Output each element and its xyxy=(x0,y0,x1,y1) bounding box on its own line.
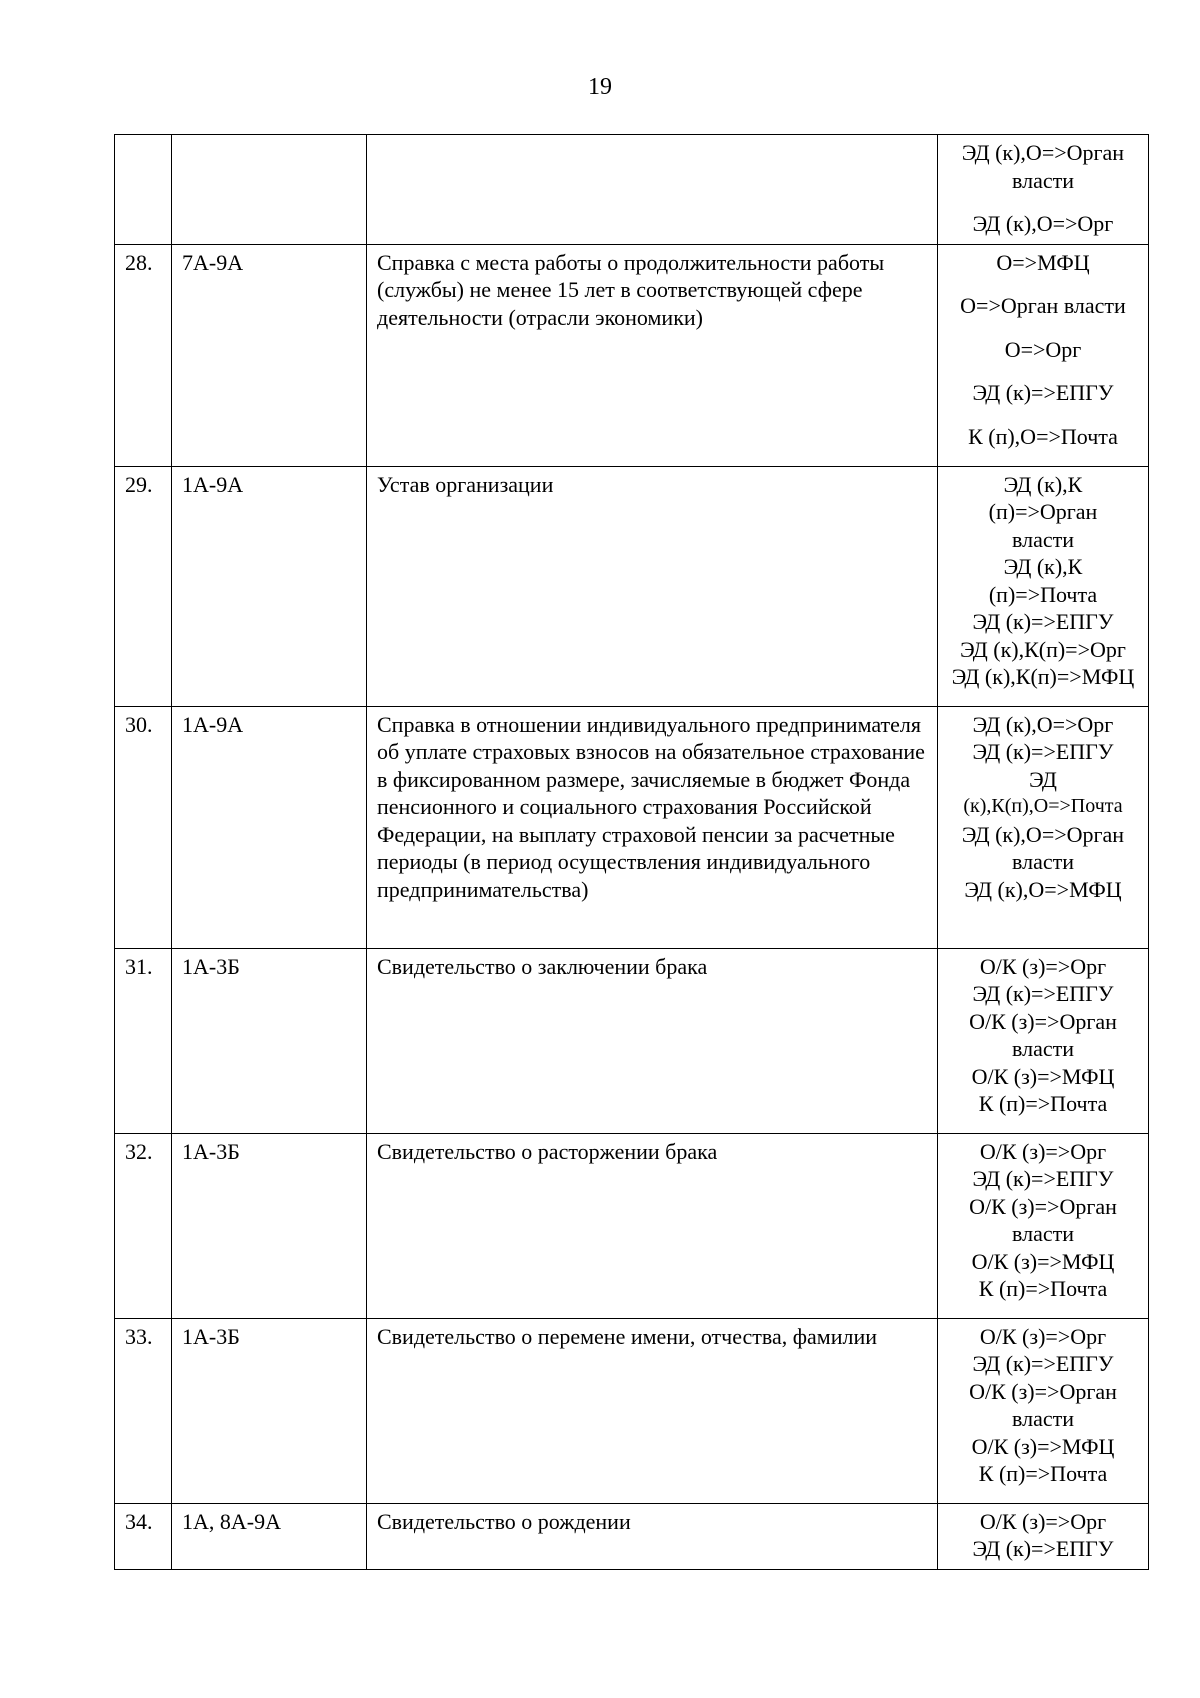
route-line: ЭД (к),К xyxy=(1003,471,1083,497)
row-code: 1А, 8А-9А xyxy=(172,1503,367,1569)
route-line: власти xyxy=(1012,849,1074,874)
route-line: К (п)=>Почта xyxy=(978,1461,1108,1486)
row-routes xyxy=(938,244,1149,466)
route-line: ЭД (к),О=>МФЦ xyxy=(964,876,1122,902)
route-line: О=>Орг xyxy=(1004,336,1082,362)
row-number: 34. xyxy=(115,1503,172,1569)
route-line: ЭД xyxy=(1029,766,1057,792)
documents-table xyxy=(114,134,1149,1570)
table-row xyxy=(115,948,1149,1133)
route-line: О/К (з)=>Орг xyxy=(979,1323,1107,1349)
row-number: 28. xyxy=(115,244,172,466)
row-number: 33. xyxy=(115,1318,172,1503)
route-line: ЭД (к)=>ЕПГУ xyxy=(972,1536,1114,1561)
route-line: ЭД (к)=>ЕПГУ xyxy=(972,1166,1114,1191)
route-line: власти xyxy=(1012,1221,1074,1246)
row-code xyxy=(172,135,367,245)
row-document-name: Свидетельство о расторжении брака xyxy=(367,1133,938,1318)
table-row xyxy=(115,1133,1149,1318)
route-line: власти xyxy=(1012,1036,1074,1061)
route-line: ЭД (к),О=>Орган xyxy=(961,821,1125,847)
row-document-name: Свидетельство о рождении xyxy=(367,1503,938,1569)
table-row xyxy=(115,135,1149,245)
route-line: О=>МФЦ xyxy=(996,249,1090,275)
row-routes xyxy=(938,466,1149,706)
row-routes xyxy=(938,1503,1149,1569)
row-routes xyxy=(938,1133,1149,1318)
row-number: 32. xyxy=(115,1133,172,1318)
route-line: О/К (з)=>Орг xyxy=(979,953,1107,979)
route-line: ЭД (к)=>ЕПГУ xyxy=(972,981,1114,1006)
route-line: (п)=>Орган xyxy=(988,499,1098,524)
row-number xyxy=(115,135,172,245)
row-code: 1А-9А xyxy=(172,706,367,948)
row-document-name xyxy=(367,135,938,245)
route-line: ЭД (к),К xyxy=(1003,554,1083,579)
route-line: О/К (з)=>Орган xyxy=(969,1193,1117,1219)
row-number: 31. xyxy=(115,948,172,1133)
row-document-name: Справка с места работы о продолжительности работы (службы) не менее 15 лет в соответствующей сфере деятельности (отрасли экономики) xyxy=(367,244,938,466)
row-document-name: Свидетельство о заключении брака xyxy=(367,948,938,1133)
route-line: ЭД (к)=>ЕПГУ xyxy=(972,739,1114,764)
route-line: О/К (з)=>МФЦ xyxy=(971,1248,1115,1274)
route-line: К (п)=>Почта xyxy=(978,1276,1108,1301)
row-document-name: Справка в отношении индивидуального предпринимателя об уплате страховых взносов на обязательное страхование в фиксированном размере, зачисляемые в бюджет Фонда пенсионного и социального страхования Российской Федерации, на выплату страховой пенсии за расчетные периоды (в период осуществления индивидуального предпринимательства) xyxy=(367,706,938,948)
table-row xyxy=(115,1503,1149,1569)
route-line: О/К (з)=>Орган xyxy=(969,1008,1117,1034)
route-line: О/К (з)=>МФЦ xyxy=(971,1063,1115,1089)
route-line: власти xyxy=(1012,1406,1074,1431)
route-line: (к),К(п),О=>Почта xyxy=(963,795,1123,817)
route-line: (п)=>Почта xyxy=(988,581,1098,607)
route-line: О/К (з)=>Орг xyxy=(979,1138,1107,1164)
row-routes xyxy=(938,948,1149,1133)
row-code: 1А-9А xyxy=(172,466,367,706)
row-number: 29. xyxy=(115,466,172,706)
route-line: ЭД (к),О=>Орг xyxy=(972,211,1114,236)
row-code: 1А-3Б xyxy=(172,1318,367,1503)
route-line: ЭД (к),О=>Орг xyxy=(972,711,1114,737)
route-line: О=>Орган власти xyxy=(960,293,1126,318)
route-line: ЭД (к),К(п)=>МФЦ xyxy=(951,664,1135,689)
row-code: 1А-3Б xyxy=(172,948,367,1133)
row-number: 30. xyxy=(115,706,172,948)
row-code: 7А-9А xyxy=(172,244,367,466)
table-row xyxy=(115,466,1149,706)
route-line: ЭД (к)=>ЕПГУ xyxy=(972,1351,1114,1376)
row-document-name: Устав организации xyxy=(367,466,938,706)
row-routes xyxy=(938,135,1149,245)
table-row xyxy=(115,706,1149,948)
row-code: 1А-3Б xyxy=(172,1133,367,1318)
route-line: ЭД (к)=>ЕПГУ xyxy=(972,609,1114,634)
row-document-name: Свидетельство о перемене имени, отчества, фамилии xyxy=(367,1318,938,1503)
route-line: К (п),О=>Почта xyxy=(968,423,1118,449)
row-routes xyxy=(938,706,1149,948)
page-number: 19 xyxy=(588,74,612,100)
route-line: ЭД (к),К(п)=>Орг xyxy=(960,636,1126,662)
table-row xyxy=(115,1318,1149,1503)
route-line: ЭД (к)=>ЕПГУ xyxy=(972,380,1114,405)
route-line: власти xyxy=(1012,526,1074,552)
route-line: К (п)=>Почта xyxy=(978,1091,1108,1116)
route-line: О/К (з)=>Орган xyxy=(969,1378,1117,1404)
route-line: власти xyxy=(1012,167,1074,193)
route-line: ЭД (к),О=>Орган xyxy=(961,140,1125,165)
row-routes xyxy=(938,1318,1149,1503)
route-line: О/К (з)=>МФЦ xyxy=(971,1433,1115,1459)
table-row xyxy=(115,244,1149,466)
route-line: О/К (з)=>Орг xyxy=(979,1508,1107,1534)
